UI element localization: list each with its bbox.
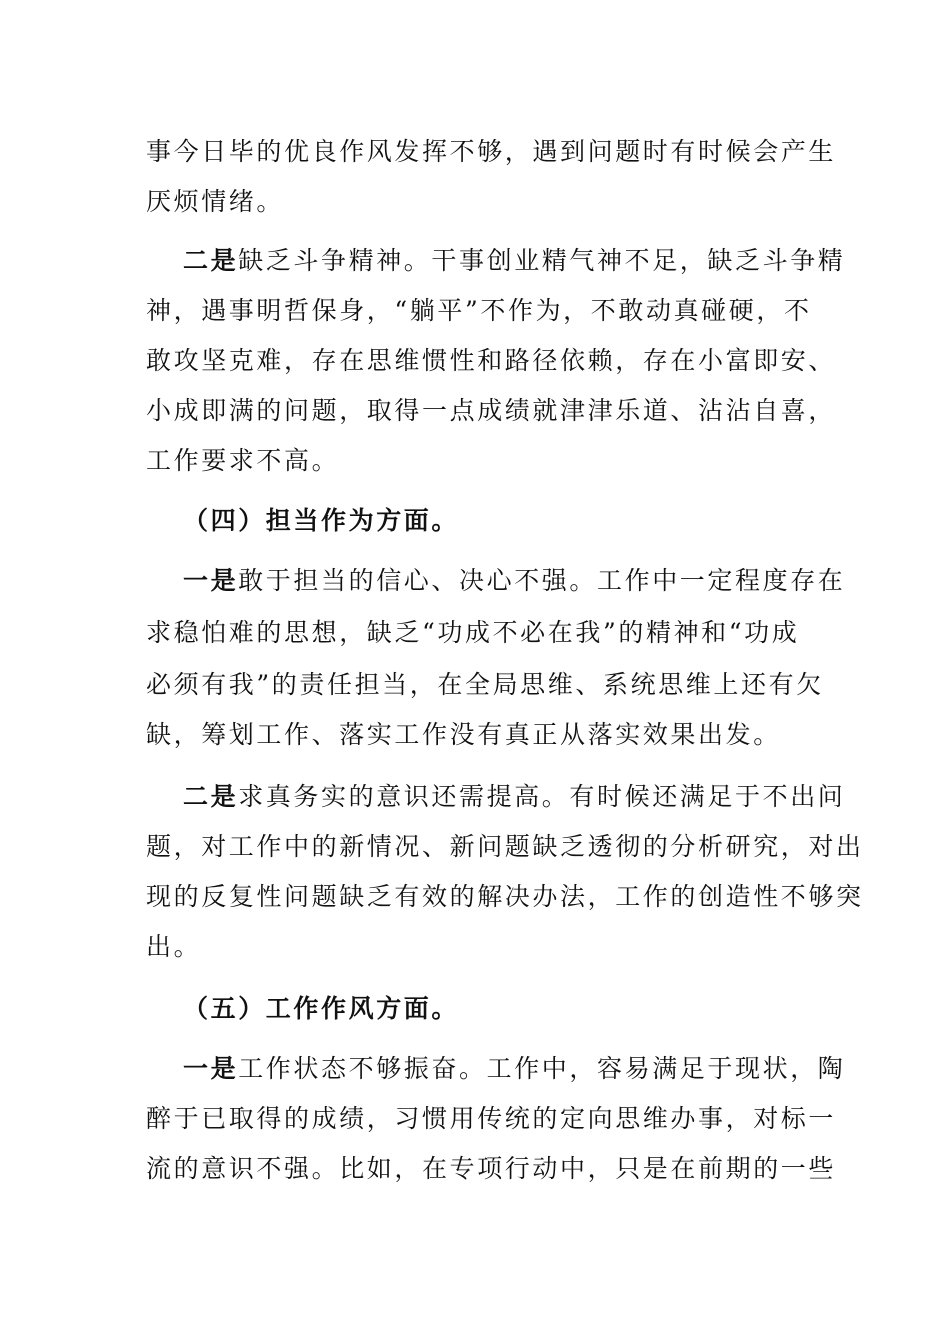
paragraph-first-line bbox=[183, 565, 845, 597]
text-line: 现的反复性问题缺乏有效的解决办法，工作的创造性不够突 bbox=[146, 882, 864, 911]
lead-marker: 二是 bbox=[183, 246, 239, 275]
lead-marker: 二是 bbox=[183, 782, 239, 811]
paragraph-first-line bbox=[183, 781, 845, 813]
section-heading: （四）担当作为方面。 bbox=[183, 506, 460, 535]
text-line: 出。 bbox=[146, 932, 202, 961]
text-line: 厌烦情绪。 bbox=[146, 187, 285, 216]
lead-marker: 一是 bbox=[183, 566, 239, 595]
lead-text: 缺乏斗争精神。干事创业精气神不足，缺乏斗争精 bbox=[238, 246, 846, 275]
text-line: 求稳怕难的思想，缺乏“功成不必在我”的精神和“功成 bbox=[146, 618, 800, 647]
section-heading: （五）工作作风方面。 bbox=[183, 994, 460, 1023]
text-line: 小成即满的问题，取得一点成绩就津津乐道、沾沾自喜， bbox=[146, 396, 837, 425]
text-line: 醉于已取得的成绩，习惯用传统的定向思维办事，对标一 bbox=[146, 1104, 837, 1133]
lead-marker: 一是 bbox=[183, 1054, 239, 1083]
text-line: 神，遇事明哲保身，“躺平”不作为，不敢动真碰硬，不 bbox=[146, 296, 812, 325]
text-line: 必须有我”的责任担当，在全局思维、系统思维上还有欠 bbox=[146, 670, 824, 699]
text-line: 敢攻坚克难，存在思维惯性和路径依赖，存在小富即安、 bbox=[146, 346, 837, 375]
lead-text: 求真务实的意识还需提高。有时候还满足于不出问 bbox=[238, 782, 846, 811]
text-line: 流的意识不强。比如，在专项行动中，只是在前期的一些 bbox=[146, 1154, 837, 1183]
text-line: 工作要求不高。 bbox=[146, 446, 340, 475]
text-line: 题，对工作中的新情况、新问题缺乏透彻的分析研究，对出 bbox=[146, 832, 864, 861]
lead-text: 工作状态不够振奋。工作中，容易满足于现状，陶 bbox=[238, 1054, 846, 1083]
lead-text: 敢于担当的信心、决心不强。工作中一定程度存在 bbox=[238, 566, 846, 595]
text-line: 缺，筹划工作、落实工作没有真正从落实效果出发。 bbox=[146, 720, 781, 749]
text-line: 事今日毕的优良作风发挥不够，遇到问题时有时候会产生 bbox=[146, 137, 837, 166]
paragraph-first-line bbox=[183, 245, 845, 277]
paragraph-first-line bbox=[183, 1053, 845, 1085]
